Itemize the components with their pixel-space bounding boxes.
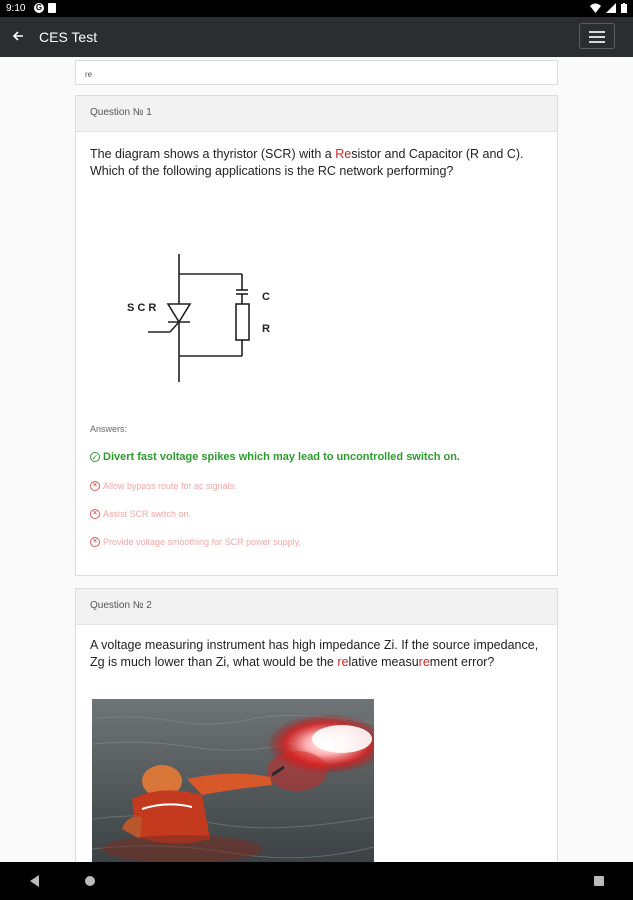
search-input[interactable]: re [75, 60, 558, 85]
wifi-icon [590, 3, 601, 13]
sd-card-icon [48, 3, 56, 13]
status-time: 9:10 [6, 3, 26, 14]
answer-item[interactable]: ✓ Divert fast voltage spikes which may lead to uncontrolled switch on. [91, 451, 460, 463]
recents-square-icon[interactable] [594, 876, 604, 886]
content-scroll[interactable] [0, 57, 633, 862]
diagram-label-c: C [262, 291, 270, 303]
check-circle-icon: ✓ [91, 453, 99, 462]
question-header: Question № 2 [76, 589, 557, 625]
back-triangle-icon[interactable] [30, 875, 39, 887]
question-card [75, 588, 558, 862]
app-bar [0, 17, 633, 57]
x-circle-icon: × [90, 537, 100, 547]
question-card [75, 95, 558, 576]
battery-icon [621, 3, 627, 13]
question-header: Question № 1 [76, 96, 557, 132]
home-circle-icon[interactable] [85, 876, 95, 886]
app-title: CES Test [39, 29, 98, 45]
question-text: The diagram shows a thyristor (SCR) with a Resistor and Capacitor (R and C). Which of the following applications is the RC network performing? [90, 147, 524, 178]
answer-item[interactable]: × Allow bypass route for ac signals. [90, 481, 237, 491]
x-circle-icon: × [90, 481, 100, 491]
g-icon: G [35, 3, 43, 12]
diagram-label-scr: S C R [127, 302, 157, 314]
menu-button[interactable] [579, 23, 615, 49]
signal-icon [606, 3, 616, 13]
question-text: A voltage measuring instrument has high impedance Zi. If the source impedance, Zg is much lower than Zi, what would be the relative measurement error? [90, 638, 539, 669]
diagram-label-r: R [262, 323, 270, 335]
scr-circuit-diagram [90, 204, 376, 419]
status-bar [0, 0, 633, 17]
arrow-left-icon[interactable] [10, 26, 26, 46]
answer-item[interactable]: × Assist SCR switch on. [90, 509, 191, 519]
navigation-bar [0, 862, 633, 900]
answers-label: Answers: [90, 424, 128, 434]
question-photo [92, 699, 374, 862]
answer-item[interactable]: × Provide voltage smoothing for SCR power supply. [90, 537, 301, 547]
x-circle-icon: × [90, 509, 100, 519]
